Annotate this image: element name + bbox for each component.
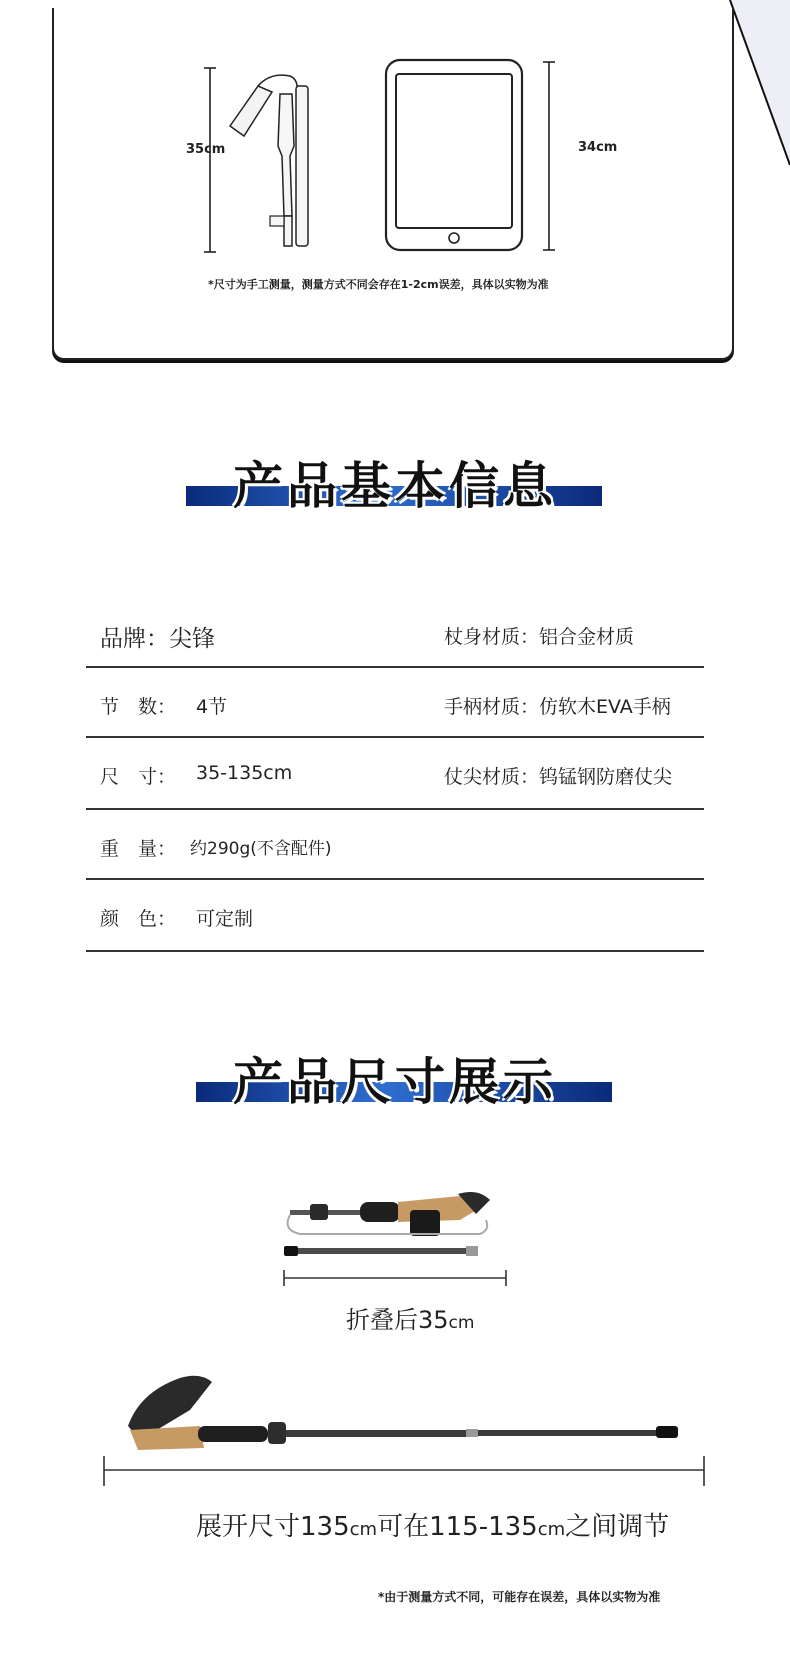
extended-unit-b: cm bbox=[537, 1519, 566, 1540]
tablet-height-label: 34cm bbox=[578, 140, 618, 155]
folded-caption-main: 折叠后35 bbox=[346, 1306, 449, 1334]
extended-unit-a: cm bbox=[349, 1519, 378, 1540]
pole-height-label: 35cm bbox=[186, 142, 226, 157]
info-row-color bbox=[86, 880, 704, 952]
extended-caption-b: 可在115-135 bbox=[377, 1512, 538, 1542]
folded-caption bbox=[346, 1300, 474, 1335]
row-value: 35-135cm bbox=[196, 762, 293, 784]
folded-pole-sketch bbox=[200, 66, 320, 256]
extended-caption-a: 展开尺寸135 bbox=[196, 1512, 350, 1542]
row-label: 节 数： bbox=[100, 696, 177, 718]
brand-cell: 品牌：尖锋 bbox=[100, 626, 215, 652]
row-label: 尺 寸： bbox=[100, 766, 177, 788]
extended-caption bbox=[196, 1506, 669, 1543]
info-row-weight bbox=[86, 810, 704, 880]
row-value: 可定制 bbox=[196, 908, 254, 930]
info-row-sections bbox=[86, 668, 704, 738]
extended-caption-c: 之间调节 bbox=[565, 1512, 670, 1542]
row-right: 手柄材质：仿软木EVA手柄 bbox=[444, 696, 671, 718]
folded-pole-photo bbox=[280, 1190, 520, 1290]
body-material-cell: 杖身材质：铝合金材质 bbox=[444, 626, 635, 648]
row-value: 4节 bbox=[196, 696, 228, 718]
section-title: 产品尺寸展示 bbox=[233, 1053, 557, 1111]
row-label: 重 量： bbox=[100, 838, 177, 860]
row-label: 颜 色： bbox=[100, 908, 177, 930]
folded-caption-unit: cm bbox=[448, 1313, 475, 1333]
section-basic-info-heading bbox=[0, 446, 790, 516]
extended-pole-photo bbox=[100, 1370, 720, 1490]
section-title: 产品基本信息 bbox=[233, 457, 557, 515]
row-value: 约290g(不含配件) bbox=[190, 839, 332, 859]
tablet-sketch bbox=[384, 58, 564, 258]
section-size-display-heading bbox=[0, 1046, 790, 1116]
measurement-note: *尺寸为手工测量，测量方式不同会存在1-2cm误差，具体以实物为准 bbox=[208, 278, 549, 291]
info-row-brand bbox=[86, 600, 704, 668]
bottom-note: *由于测量方式不同，可能存在误差，具体以实物为准 bbox=[378, 1590, 661, 1604]
size-comparison-card bbox=[52, 8, 734, 360]
info-row-size bbox=[86, 738, 704, 810]
row-right: 仗尖材质：钨锰钢防磨仗尖 bbox=[444, 766, 673, 788]
